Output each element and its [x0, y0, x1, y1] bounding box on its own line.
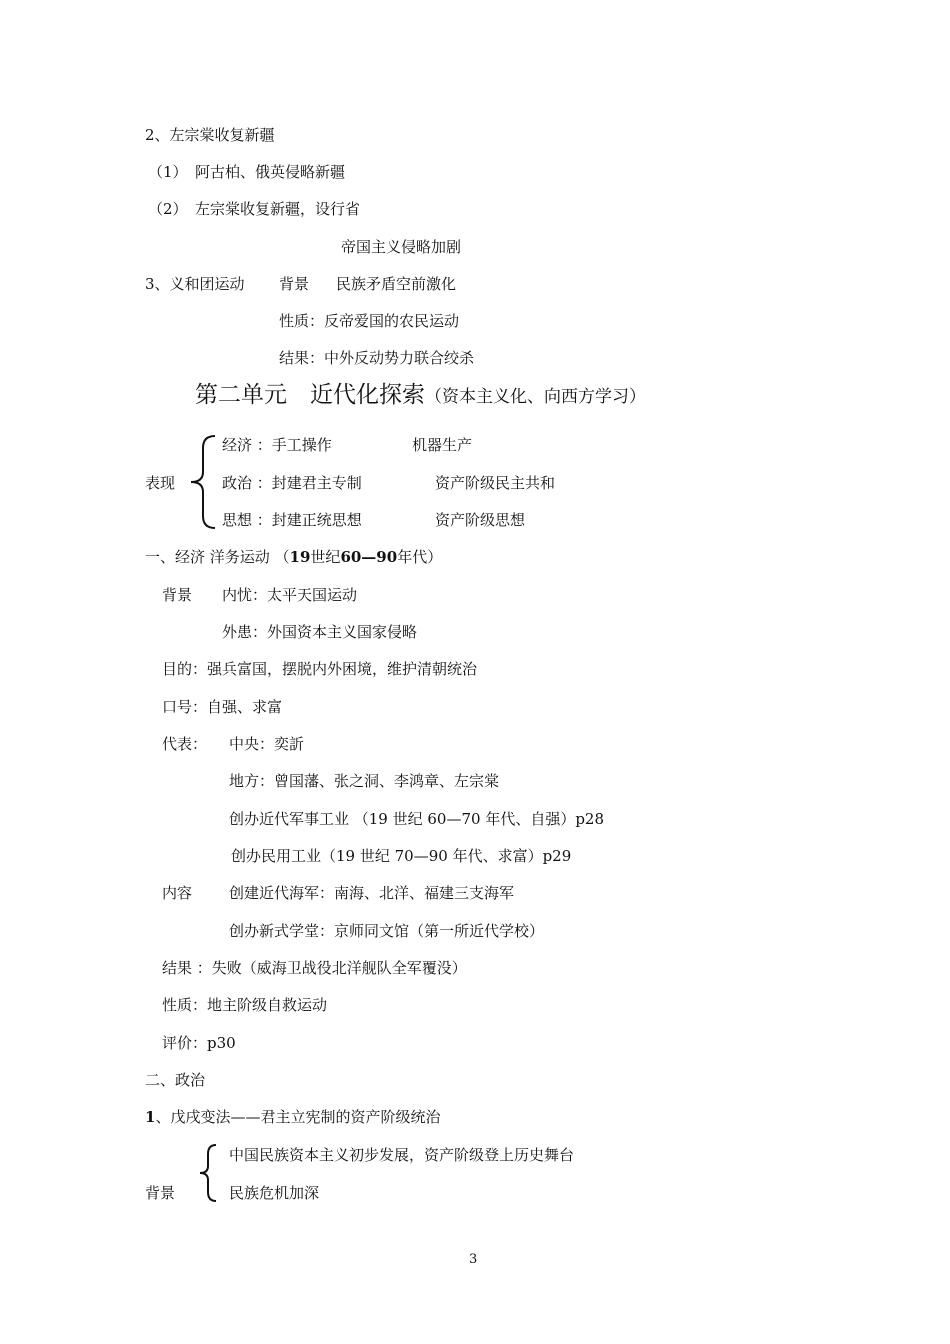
manifest-row-right: 机器生产 — [412, 436, 473, 454]
result-text: 结果 ：失败（威海卫战役北洋舰队全军覆没） — [162, 959, 467, 977]
label-manifestation: 表现 — [145, 474, 176, 492]
label-background: 背景 — [145, 1184, 176, 1202]
nature-text: 性质：反帝爱国的农民运动 — [279, 312, 460, 330]
label-representatives: 代表： — [162, 735, 208, 753]
curly-brace-icon — [187, 432, 219, 532]
content-civil-industry: 创办民用工业（19 世纪 70—90 年代、求富）p29 — [231, 847, 572, 865]
label-content: 内容 — [162, 884, 193, 902]
representative-central: 中央：奕訢 — [229, 735, 305, 753]
unit-heading — [195, 380, 646, 412]
background-internal: 内忧：太平天国运动 — [222, 586, 358, 604]
section-title-economy — [145, 547, 442, 567]
label-background: 背景 — [279, 275, 310, 293]
manifest-row-left: 经济 ：手工操作 — [222, 436, 332, 454]
section-title-zuo-zongtang: 2、左宗棠收复新疆 — [145, 126, 275, 144]
section-title-boxer: 3、义和团运动 — [145, 275, 245, 293]
page-number: 3 — [469, 1252, 478, 1267]
content-navy: 创建近代海军：南海、北洋、福建三支海军 — [229, 884, 515, 902]
background-item: 民族危机加深 — [229, 1184, 320, 1202]
manifest-row-left: 思想 ：封建正统思想 — [222, 511, 362, 529]
economy-title-text: 一、经济 洋务运动 （ — [145, 548, 290, 566]
evaluation-text: 评价：p30 — [162, 1034, 236, 1052]
content-schools: 创办新式学堂：京师同文馆（第一所近代学校） — [229, 922, 545, 940]
subsection-number: 1 — [145, 1108, 156, 1126]
slogan-text: 口号：自强、求富 — [162, 698, 283, 716]
background-text: 民族矛盾空前激化 — [336, 275, 457, 293]
economy-title-years: 60—90 — [340, 548, 398, 566]
background-external: 外患：外国资本主义国家侵略 — [222, 623, 418, 641]
representative-local: 地方：曾国藩、张之洞、李鸿章、左宗棠 — [229, 772, 500, 790]
economy-title-century: 19 — [289, 548, 311, 566]
transition-text: 帝国主义侵略加剧 — [341, 238, 462, 256]
unit-subtitle: （资本主义化、向西方学习） — [425, 387, 646, 407]
purpose-text: 目的：强兵富国，摆脱内外困境，维护清朝统治 — [162, 660, 478, 678]
economy-title-text: 世纪 — [310, 548, 341, 566]
curly-brace-icon — [196, 1142, 220, 1204]
manifest-row-left: 政治 ：封建君主专制 — [222, 474, 362, 492]
manifest-row-right: 资产阶级思想 — [435, 511, 526, 529]
subsection-title-reform — [145, 1107, 440, 1127]
result-text: 结果：中外反动势力联合绞杀 — [279, 349, 475, 367]
background-item: 中国民族资本主义初步发展，资产阶级登上历史舞台 — [229, 1146, 575, 1164]
economy-title-text: 年代） — [397, 548, 443, 566]
content-military-industry: 创办近代军事工业 （19 世纪 60—70 年代、自强）p28 — [229, 810, 605, 828]
subsection-text: 、戊戌变法——君主立宪制的资产阶级统治 — [155, 1108, 441, 1126]
nature-text: 性质：地主阶级自救运动 — [162, 996, 328, 1014]
manifest-row-right: 资产阶级民主共和 — [435, 474, 556, 492]
list-item: （1） 阿古柏、俄英侵略新疆 — [148, 163, 346, 181]
label-background: 背景 — [162, 586, 193, 604]
list-item: （2） 左宗棠收复新疆，设行省 — [148, 200, 361, 218]
unit-title: 第二单元 近代化探索 — [195, 382, 425, 408]
section-title-politics: 二、政治 — [145, 1071, 206, 1089]
